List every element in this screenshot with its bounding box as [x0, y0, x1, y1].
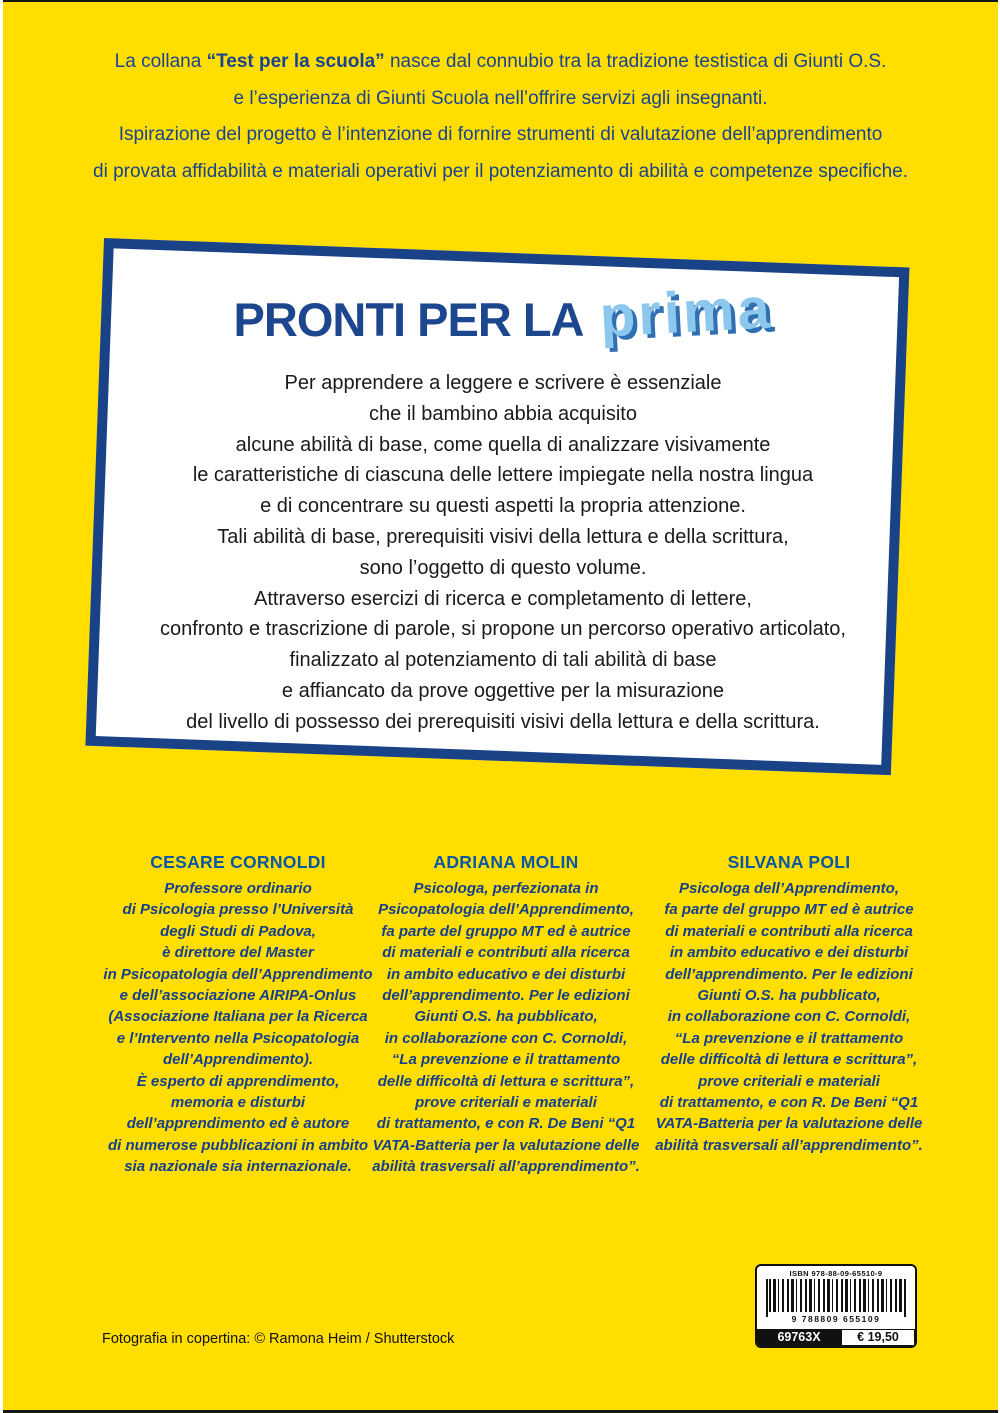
book-title	[3, 275, 998, 350]
bio-line: Giunti O.S. ha pubblicato,	[414, 1008, 598, 1026]
description-line: Per apprendere a leggere e scrivere è essenziale	[284, 372, 722, 394]
book-title-script-word: prima	[597, 275, 774, 350]
description-line: del livello di possesso dei prerequisiti visivi della lettura e della scrittura.	[186, 710, 820, 733]
bio-line: di materiali e contributi alla ricerca	[665, 922, 913, 940]
book-description	[3, 368, 998, 738]
bio-line: VATA-Batteria per la valutazione delle	[655, 1115, 923, 1133]
isbn-text: ISBN 978-88-09-65510-9	[789, 1269, 883, 1278]
bio-line: È esperto di apprendimento,	[136, 1072, 340, 1090]
barcode-icon	[769, 1279, 903, 1312]
bio-line: in collaborazione con C. Cornoldi,	[384, 1029, 628, 1047]
bio-line: dell’apprendimento. Per le edizioni	[382, 987, 630, 1005]
author-bio-cornoldi	[89, 852, 387, 1178]
author-bio-poli	[637, 852, 941, 1156]
barcode-bottom-row	[757, 1329, 915, 1346]
author-bio-molin	[357, 852, 655, 1178]
bio-line: in collaborazione con C. Cornoldi,	[667, 1008, 911, 1026]
bio-line: e l’Intervento nella Psicopatologia	[116, 1029, 360, 1047]
bio-line: Psicologa, perfezionata in	[413, 880, 599, 897]
bio-line: dell’apprendimento. Per le edizioni	[665, 965, 913, 983]
bio-line: Psicopatologia dell’Apprendimento,	[378, 901, 634, 919]
bio-line: fa parte del gruppo MT ed è autrice	[381, 922, 631, 940]
bio-line: Giunti O.S. ha pubblicato,	[697, 987, 881, 1005]
bio-line: fa parte del gruppo MT ed è autrice	[664, 901, 914, 919]
intro-line-4: di provata affidabilità e materiali operativi per il potenziamento di abilità e competenze specifiche.	[93, 160, 908, 182]
bio-line: prove criteriali e materiali	[698, 1072, 880, 1090]
ean-digits: 9 788809 655109	[791, 1314, 881, 1324]
bio-line: memoria e disturbi	[170, 1094, 306, 1112]
bio-line: dell’Apprendimento).	[163, 1051, 313, 1069]
bio-line: in ambito educativo e dei disturbi	[669, 944, 909, 962]
photo-credit: Fotografia in copertina: © Ramona Heim / Shutterstock	[102, 1331, 455, 1347]
intro-line-2: e l’esperienza di Giunti Scuola nell’offrire servizi agli insegnanti.	[233, 87, 768, 109]
bio-line: abilità trasversali all’apprendimento”.	[372, 1158, 640, 1176]
bio-line: e dell’associazione AIRIPA-Onlus	[119, 987, 357, 1005]
description-line: alcune abilità di base, come quella di analizzare visivamente	[235, 433, 771, 456]
series-intro-paragraph	[43, 44, 958, 190]
description-line: Attraverso esercizi di ricerca e completamento di lettere,	[254, 587, 752, 610]
bio-line: è direttore del Master	[162, 944, 314, 962]
bio-line: di Psicologia presso l’Università	[122, 901, 354, 919]
series-title: “Test per la scuola”	[206, 51, 385, 72]
book-back-cover	[3, 0, 998, 1413]
author-bio-text	[357, 878, 655, 1178]
description-line: sono l’oggetto di questo volume.	[359, 556, 647, 579]
intro-line-1-post: nasce dal connubio tra la tradizione testistica di Giunti O.S.	[384, 51, 887, 72]
bio-line: di trattamento, e con R. De Beni “Q1	[376, 1115, 636, 1133]
bio-line: Professore ordinario	[164, 880, 312, 897]
author-name: ADRIANA MOLIN	[433, 852, 579, 872]
author-name: SILVANA POLI	[727, 852, 851, 872]
bio-line: prove criteriali e materiali	[415, 1094, 597, 1112]
bio-line: sia nazionale sia internazionale.	[124, 1158, 352, 1176]
intro-line-1-pre: La collana	[114, 51, 207, 72]
bio-line: di trattamento, e con R. De Beni “Q1	[659, 1094, 919, 1112]
bio-line: delle difficoltà di lettura e scrittura”,	[660, 1051, 918, 1069]
description-line: e di concentrare su questi aspetti la propria attenzione.	[260, 495, 746, 518]
bio-line: degli Studi di Padova,	[160, 922, 316, 940]
description-line: che il bambino abbia acquisito	[369, 402, 637, 425]
description-line: le caratteristiche di ciascuna delle lettere impiegate nella nostra lingua	[192, 464, 814, 487]
author-bio-text	[89, 878, 387, 1178]
description-line: finalizzato al potenziamento di tali abilità di base	[289, 649, 717, 672]
bio-line: delle difficoltà di lettura e scrittura”,	[377, 1072, 635, 1090]
bio-line: VATA-Batteria per la valutazione delle	[372, 1136, 640, 1154]
intro-line-3: Ispirazione del progetto è l’intenzione di fornire strumenti di valutazione dell’apprendimento	[118, 124, 883, 145]
description-line: confronto e trascrizione di parole, si propone un percorso operativo articolato,	[160, 618, 846, 641]
barcode-label	[755, 1264, 917, 1348]
price-tag: € 19,50	[841, 1329, 915, 1346]
bio-line: (Associazione Italiana per la Ricerca	[108, 1008, 368, 1026]
bio-line: “La prevenzione e il trattamento	[391, 1051, 621, 1069]
bio-line: di materiali e contributi alla ricerca	[382, 944, 630, 962]
bio-line: in Psicopatologia dell’Apprendimento	[103, 965, 373, 983]
author-bio-text	[637, 878, 941, 1156]
bio-line: “La prevenzione e il trattamento	[674, 1029, 904, 1047]
intro-line-1	[43, 44, 958, 81]
description-line: e affiancato da prove oggettive per la misurazione	[281, 679, 725, 702]
bio-line: Psicologa dell’Apprendimento,	[678, 880, 900, 897]
bio-line: di numerose pubblicazioni in ambito	[107, 1136, 369, 1154]
bio-line: in ambito educativo e dei disturbi	[386, 965, 626, 983]
author-name: CESARE CORNOLDI	[150, 852, 326, 872]
description-line: Tali abilità di base, prerequisiti visivi della lettura e della scrittura,	[217, 525, 789, 548]
bio-line: dell’apprendimento ed è autore	[126, 1115, 350, 1133]
book-title-main: PRONTI PER LA	[233, 293, 584, 346]
product-code: 69763X	[777, 1330, 821, 1344]
bio-line: abilità trasversali all’apprendimento”.	[655, 1136, 923, 1154]
